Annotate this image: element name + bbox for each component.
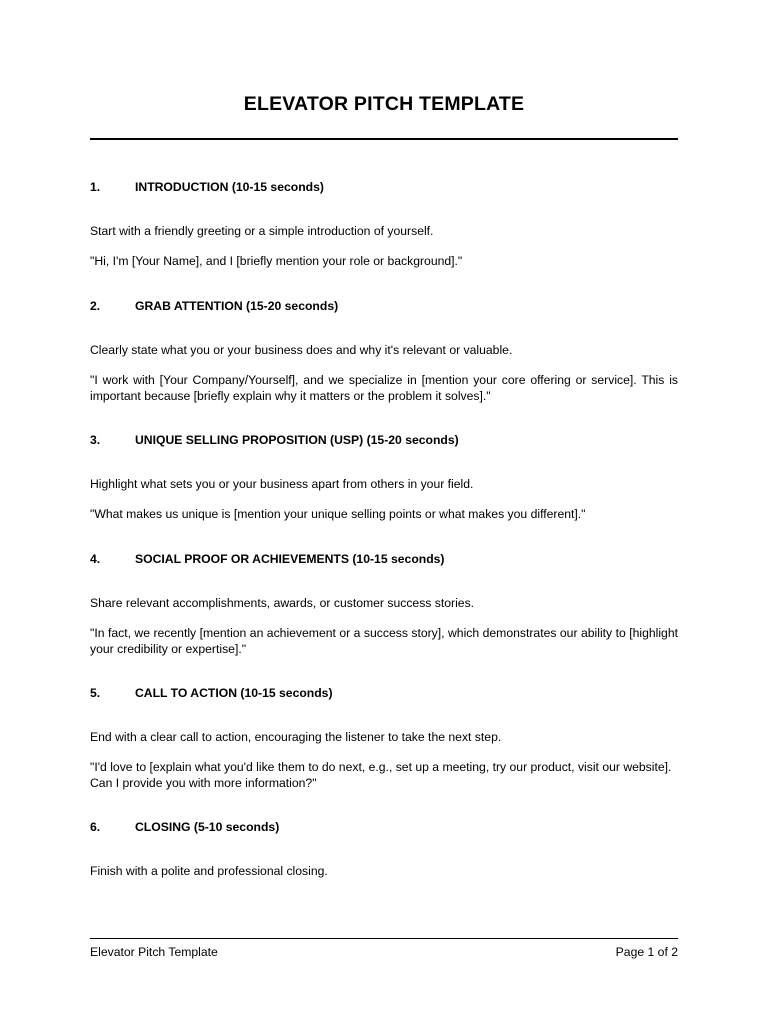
section-number: 2. bbox=[90, 299, 101, 313]
section-paragraph: "In fact, we recently [mention an achievement or a success story], which demonstrates our ability to [highlight your credibility or expertise]." bbox=[90, 626, 678, 656]
section-heading bbox=[90, 432, 678, 448]
section-paragraph: "What makes us unique is [mention your unique selling points or what makes you different]." bbox=[90, 507, 586, 521]
section-number: 4. bbox=[90, 552, 101, 566]
section-call-to-action-example bbox=[90, 760, 678, 791]
section-paragraph: Clearly state what you or your business does and why it's relevant or valuable. bbox=[90, 343, 513, 357]
section-closing-body bbox=[90, 864, 678, 880]
section-call-to-action bbox=[90, 685, 678, 701]
section-social-proof-body bbox=[90, 596, 678, 612]
section-title: INTRODUCTION (10-15 seconds) bbox=[135, 180, 324, 194]
section-number: 6. bbox=[90, 820, 101, 834]
section-number: 3. bbox=[90, 433, 101, 447]
section-heading bbox=[90, 298, 678, 314]
section-title: CALL TO ACTION (10-15 seconds) bbox=[135, 686, 333, 700]
section-paragraph: "Hi, I'm [Your Name], and I [briefly mention your role or background]." bbox=[90, 254, 463, 268]
footer-document-name: Elevator Pitch Template bbox=[90, 945, 218, 959]
section-call-to-action-body bbox=[90, 730, 678, 746]
section-grab-attention bbox=[90, 298, 678, 314]
section-paragraph: End with a clear call to action, encouraging the listener to take the next step. bbox=[90, 730, 502, 744]
section-paragraph: Start with a friendly greeting or a simple introduction of yourself. bbox=[90, 224, 434, 238]
section-heading bbox=[90, 551, 678, 567]
document-title: ELEVATOR PITCH TEMPLATE bbox=[243, 93, 525, 115]
footer-page-number: Page 1 of 2 bbox=[615, 945, 678, 959]
section-introduction-example bbox=[90, 254, 678, 270]
section-usp-body bbox=[90, 477, 678, 493]
footer-divider bbox=[90, 938, 678, 939]
section-heading bbox=[90, 685, 678, 701]
section-heading bbox=[90, 179, 678, 195]
section-grab-attention-example bbox=[90, 373, 678, 404]
section-title: SOCIAL PROOF OR ACHIEVEMENTS (10-15 seconds) bbox=[135, 552, 445, 566]
section-title: UNIQUE SELLING PROPOSITION (USP) (15-20 seconds) bbox=[135, 433, 459, 447]
section-paragraph: Highlight what sets you or your business apart from others in your field. bbox=[90, 477, 474, 491]
section-number: 5. bbox=[90, 686, 101, 700]
title-divider bbox=[90, 138, 678, 140]
section-title: GRAB ATTENTION (15-20 seconds) bbox=[135, 299, 339, 313]
section-social-proof-example bbox=[90, 626, 678, 657]
section-paragraph: Finish with a polite and professional closing. bbox=[90, 864, 328, 878]
section-paragraph: Share relevant accomplishments, awards, or customer success stories. bbox=[90, 596, 475, 610]
section-heading bbox=[90, 819, 678, 835]
section-number: 1. bbox=[90, 180, 101, 194]
section-usp bbox=[90, 432, 678, 448]
section-paragraph: "I work with [Your Company/Yourself], and we specialize in [mention your core offering or service]. This is important because [briefly explain why it matters or the problem it solves]." bbox=[90, 373, 678, 403]
section-usp-example bbox=[90, 507, 678, 523]
section-closing bbox=[90, 819, 678, 835]
section-introduction bbox=[90, 179, 678, 195]
section-social-proof bbox=[90, 551, 678, 567]
section-grab-attention-body bbox=[90, 343, 678, 359]
section-paragraph: "I'd love to [explain what you'd like them to do next, e.g., set up a meeting, try our product, visit our website]. Can I provide you with more information?" bbox=[90, 760, 672, 790]
section-introduction-body bbox=[90, 224, 678, 240]
section-title: CLOSING (5-10 seconds) bbox=[135, 820, 280, 834]
